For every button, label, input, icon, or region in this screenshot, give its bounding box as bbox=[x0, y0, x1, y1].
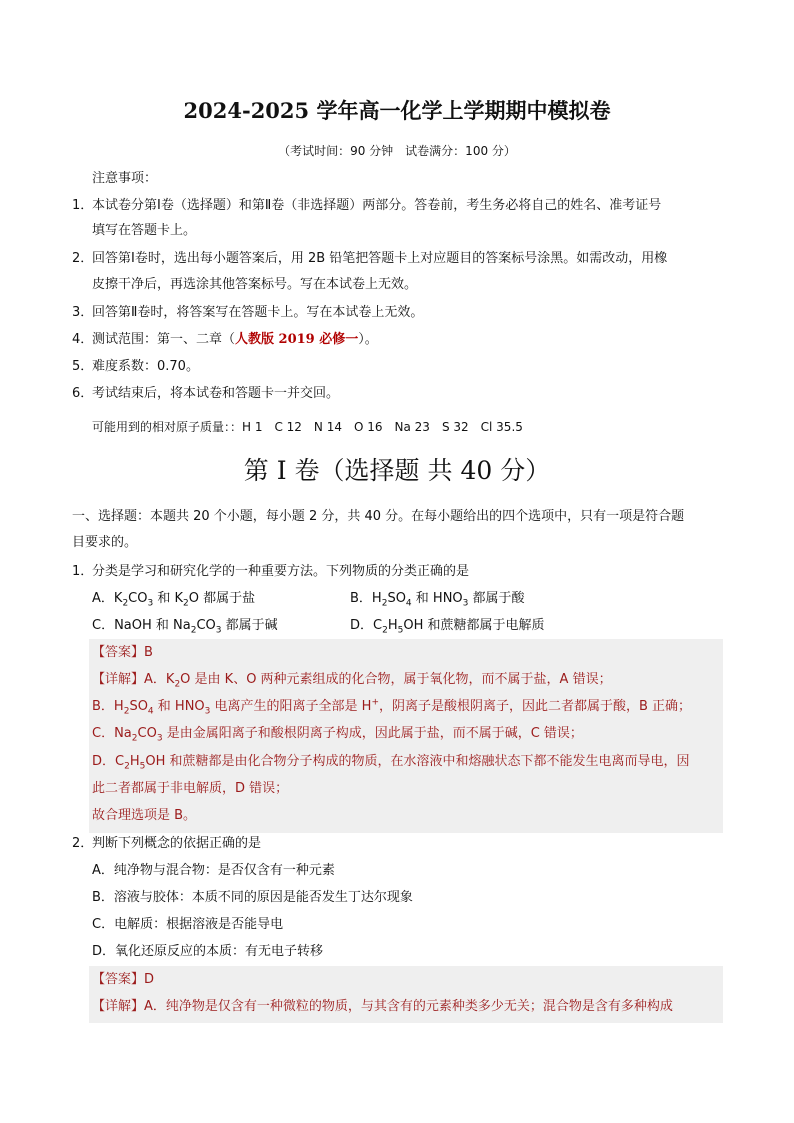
option-d: D．氧化还原反应的本质：有无电子转移 bbox=[92, 944, 324, 959]
detail-line: 【详解】A．纯净物是仅含有一种微粒的物质，与其含有的元素种类多少无关；混合物是含有多种构成 bbox=[92, 999, 673, 1014]
notice-item-text: 回答第Ⅰ卷时，选出每小题答案后，用 2B 铅笔把答题卡上对应题目的答案标号涂黑。如需改动，用橡 bbox=[92, 251, 668, 266]
detail-line: B．$H_2SO_4$ 和 $HNO_3$ 电离产生的阳离子全部是 H+，阴离子是酸根阴离子，因此二者都属于酸，B 正确； bbox=[92, 697, 692, 717]
option-d: D．$C_2H_5OH$ 和蔗糖都属于电解质 bbox=[350, 618, 545, 636]
question-number: 1． bbox=[72, 564, 94, 579]
notice-item-text: 皮擦干净后，再选涂其他答案标号。写在本试卷上无效。 bbox=[92, 277, 418, 292]
notice-item-text: 回答第Ⅱ卷时，将答案写在答题卡上。写在本试卷上无效。 bbox=[92, 305, 424, 320]
answer-line: 【答案】B bbox=[92, 645, 153, 660]
question-number: 2． bbox=[72, 836, 94, 851]
notice-item-num: 3． bbox=[72, 305, 94, 320]
scope-prefix: 测试范围：第一、二章（ bbox=[92, 332, 236, 347]
notice-item-num: 2． bbox=[72, 251, 94, 266]
notice-item-text: 本试卷分第Ⅰ卷（选择题）和第Ⅱ卷（非选择题）两部分。答卷前，考生务必将自己的姓名、准考证号 bbox=[92, 198, 662, 213]
atomic-masses: 可能用到的相对原子质量：：H 1 C 12 N 14 O 16 Na 23 S 32 Cl 35.5 bbox=[92, 420, 523, 434]
section-intro: 目要求的。 bbox=[72, 535, 138, 550]
exam-info: （考试时间：90 分钟 试卷满分：100 分） bbox=[278, 144, 516, 158]
detail-tag: 【详解】 bbox=[92, 672, 145, 687]
notice-item-text: 难度系数：0.70。 bbox=[92, 359, 199, 374]
notice-item-text: 填写在答题卡上。 bbox=[92, 223, 197, 238]
question-stem: 判断下列概念的依据正确的是 bbox=[92, 836, 262, 851]
detail-line: 此二者都属于非电解质，D 错误； bbox=[92, 781, 289, 796]
notice-item-num: 6． bbox=[72, 386, 94, 401]
detail-line: C．$Na_2CO_3$ 是由金属阳离子和酸根阴离子构成，因此属于盐，而不属于碱，C 错误； bbox=[92, 726, 583, 744]
option-a: A．纯净物与混合物：是否仅含有一种元素 bbox=[92, 863, 335, 878]
section-intro: 一、选择题：本题共 20 个小题，每小题 2 分，共 40 分。在每小题给出的四个选项中，只有一项是符合题 bbox=[72, 509, 685, 524]
detail-conclusion: 故合理选项是 B。 bbox=[92, 808, 197, 823]
page-title: 2024-2025 学年高一化学上学期期中模拟卷 bbox=[183, 98, 611, 123]
textbook-edition: 人教版 2019 必修一 bbox=[235, 332, 359, 347]
scope-suffix: ）。 bbox=[358, 332, 378, 347]
option-c: C．电解质：根据溶液是否能导电 bbox=[92, 917, 284, 932]
answer-line: 【答案】D bbox=[92, 972, 155, 987]
notice-item-num: 5． bbox=[72, 359, 94, 374]
detail-line: 【详解】A．$K_2O$ 是由 K、O 两种元素组成的化合物，属于氧化物，而不属于盐，A 错误； bbox=[92, 672, 612, 690]
option-b: B．溶液与胶体：本质不同的原因是能否发生丁达尔现象 bbox=[92, 890, 413, 905]
section-title: 第 I 卷（选择题 共 40 分） bbox=[243, 456, 551, 485]
notice-item-num: 1． bbox=[72, 198, 94, 213]
option-c: C．NaOH 和 $Na_2CO_3$ 都属于碱 bbox=[92, 618, 278, 636]
notice-heading: 注意事项： bbox=[92, 171, 158, 186]
notice-item-num: 4． bbox=[72, 332, 94, 347]
detail-line: D．$C_2H_5OH$ 和蔗糖都是由化合物分子构成的物质，在水溶液中和熔融状态下都不能发生电离而导电，因 bbox=[92, 754, 690, 772]
option-b: B．$H_2SO_4$ 和 $HNO_3$ 都属于酸 bbox=[350, 591, 525, 609]
notice-item-text: 考试结束后，将本试卷和答题卡一并交回。 bbox=[92, 386, 340, 401]
notice-item-text bbox=[92, 331, 378, 349]
question-stem: 分类是学习和研究化学的一种重要方法。下列物质的分类正确的是 bbox=[92, 564, 470, 579]
option-a: A．$K_2CO_3$ 和 $K_2O$ 都属于盐 bbox=[92, 591, 256, 609]
detail-tag: 【详解】 bbox=[92, 999, 145, 1014]
